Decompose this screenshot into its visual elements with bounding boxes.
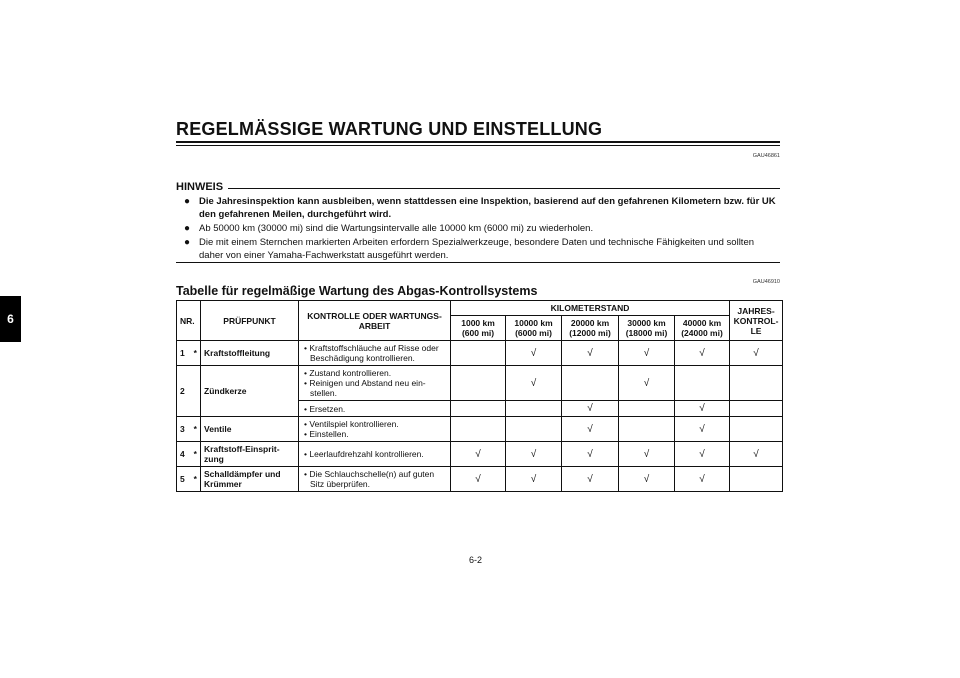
- note-item: [184, 236, 780, 262]
- check-cell: √: [619, 341, 675, 366]
- action-line: • Ventilspiel kontrollieren.: [304, 419, 399, 429]
- check-cell: √: [506, 467, 562, 492]
- note-text: Ab 50000 km (30000 mi) sind die Wartungsintervalle alle 10000 km (6000 mi) zu wiederholen.: [199, 223, 594, 234]
- row-star: *: [191, 417, 201, 442]
- check-cell: √: [562, 401, 619, 417]
- check-cell: √: [562, 467, 619, 492]
- section-title: Tabelle für regelmäßige Wartung des Abgas-Kontrollsystems: [176, 284, 538, 298]
- row-star: *: [191, 442, 201, 467]
- page-title: REGELMÄSSIGE WARTUNG UND EINSTELLUNG: [176, 119, 780, 143]
- check-cell: √: [562, 417, 619, 442]
- bullet-icon: ●: [184, 196, 191, 207]
- hinweis-notes: [184, 195, 780, 263]
- check-cell: [619, 401, 675, 417]
- header-interval: 20000 km (12000 mi): [562, 316, 619, 341]
- header-interval: 30000 km (18000 mi): [619, 316, 675, 341]
- check-cell: [619, 417, 675, 442]
- check-cell: [451, 366, 506, 401]
- check-cell: √: [562, 341, 619, 366]
- title-rule: [176, 145, 780, 146]
- check-cell: √: [675, 341, 730, 366]
- check-cell: √: [506, 366, 562, 401]
- action-line: • Kraftstoffschläuche auf Risse oder Beschädigung kontrollieren.: [304, 343, 439, 363]
- row-star: [191, 366, 201, 417]
- check-cell: √: [730, 442, 783, 467]
- table-row: [177, 467, 783, 492]
- check-cell: √: [562, 442, 619, 467]
- check-cell: √: [506, 341, 562, 366]
- notes-end-rule: [176, 262, 780, 263]
- header-annual: JAHRES-KONTROL-LE: [730, 301, 783, 341]
- bullet-icon: ●: [184, 237, 191, 248]
- check-cell: √: [451, 467, 506, 492]
- check-cell: [675, 366, 730, 401]
- check-cell: [730, 467, 783, 492]
- row-action: [299, 366, 451, 401]
- check-cell: √: [675, 401, 730, 417]
- table-row: [177, 341, 783, 366]
- chapter-tab: 6: [0, 296, 21, 342]
- check-cell: √: [506, 442, 562, 467]
- table-header-row: [177, 301, 783, 316]
- check-cell: √: [675, 467, 730, 492]
- header-nr: NR.: [177, 301, 201, 341]
- check-cell: [730, 417, 783, 442]
- row-item: Zündkerze: [201, 366, 299, 417]
- header-interval: 40000 km (24000 mi): [675, 316, 730, 341]
- action-line: • Zustand kontrollieren.: [304, 368, 392, 378]
- action-line: • Ersetzen.: [304, 403, 346, 414]
- row-number: 2: [177, 366, 191, 417]
- header-interval: 1000 km (600 mi): [451, 316, 506, 341]
- hinweis-rule: [228, 188, 780, 189]
- check-cell: √: [619, 366, 675, 401]
- action-line: • Leerlaufdrehzahl kontrollieren.: [304, 449, 424, 459]
- row-star: *: [191, 341, 201, 366]
- reference-code: GAU46861: [752, 153, 780, 159]
- table-row: [177, 417, 783, 442]
- header-odometer: KILOMETERSTAND: [451, 301, 730, 316]
- header-item: PRÜFPUNKT: [201, 301, 299, 341]
- row-item: Kraftstoff-Einsprit-zung: [201, 442, 299, 467]
- check-cell: [506, 401, 562, 417]
- maintenance-table: [176, 300, 783, 492]
- row-action: [299, 467, 451, 492]
- row-star: *: [191, 467, 201, 492]
- check-cell: √: [675, 442, 730, 467]
- check-cell: √: [451, 442, 506, 467]
- action-line: • Reinigen und Abstand neu ein-stellen.: [304, 378, 426, 398]
- table-row: [177, 366, 783, 401]
- row-action: [299, 442, 451, 467]
- row-item: Kraftstoffleitung: [201, 341, 299, 366]
- check-cell: √: [619, 442, 675, 467]
- note-item: [184, 195, 780, 221]
- bullet-icon: ●: [184, 223, 191, 234]
- action-line: • Einstellen.: [304, 429, 349, 439]
- page-number: 6-2: [469, 555, 483, 565]
- header-action: KONTROLLE ODER WARTUNGS-ARBEIT: [299, 301, 451, 341]
- check-cell: [730, 366, 783, 401]
- row-action: [299, 417, 451, 442]
- note-text: Die Jahresinspektion kann ausbleiben, wenn stattdessen eine Inspektion, basierend auf den gefahrenen Kilometern bzw. für UK den gefahrenen Meilen, durchgeführt wird.: [199, 196, 776, 220]
- hinweis-label: HINWEIS: [176, 181, 224, 193]
- table-row: [177, 442, 783, 467]
- row-number: 1: [177, 341, 191, 366]
- check-cell: [506, 417, 562, 442]
- check-cell: √: [619, 467, 675, 492]
- action-line: • Die Schlauchschelle(n) auf guten Sitz überprüfen.: [304, 469, 435, 489]
- check-cell: [451, 401, 506, 417]
- row-number: 5: [177, 467, 191, 492]
- reference-code: GAU46910: [752, 279, 780, 285]
- check-cell: √: [675, 417, 730, 442]
- row-number: 3: [177, 417, 191, 442]
- check-cell: [451, 341, 506, 366]
- check-cell: [451, 417, 506, 442]
- check-cell: [730, 401, 783, 417]
- row-item: Schalldämpfer und Krümmer: [201, 467, 299, 492]
- note-item: [184, 222, 780, 235]
- row-action: [299, 341, 451, 366]
- header-interval: 10000 km (6000 mi): [506, 316, 562, 341]
- check-cell: [562, 366, 619, 401]
- check-cell: √: [730, 341, 783, 366]
- row-action: [299, 401, 451, 417]
- note-text: Die mit einem Sternchen markierten Arbeiten erfordern Spezialwerkzeuge, besondere Daten und technische Fähigkeiten und sollten daher von einer Yamaha-Fachwerkstatt ausgeführt werden.: [199, 237, 755, 261]
- row-number: 4: [177, 442, 191, 467]
- row-item: Ventile: [201, 417, 299, 442]
- hinweis-heading: [176, 181, 780, 193]
